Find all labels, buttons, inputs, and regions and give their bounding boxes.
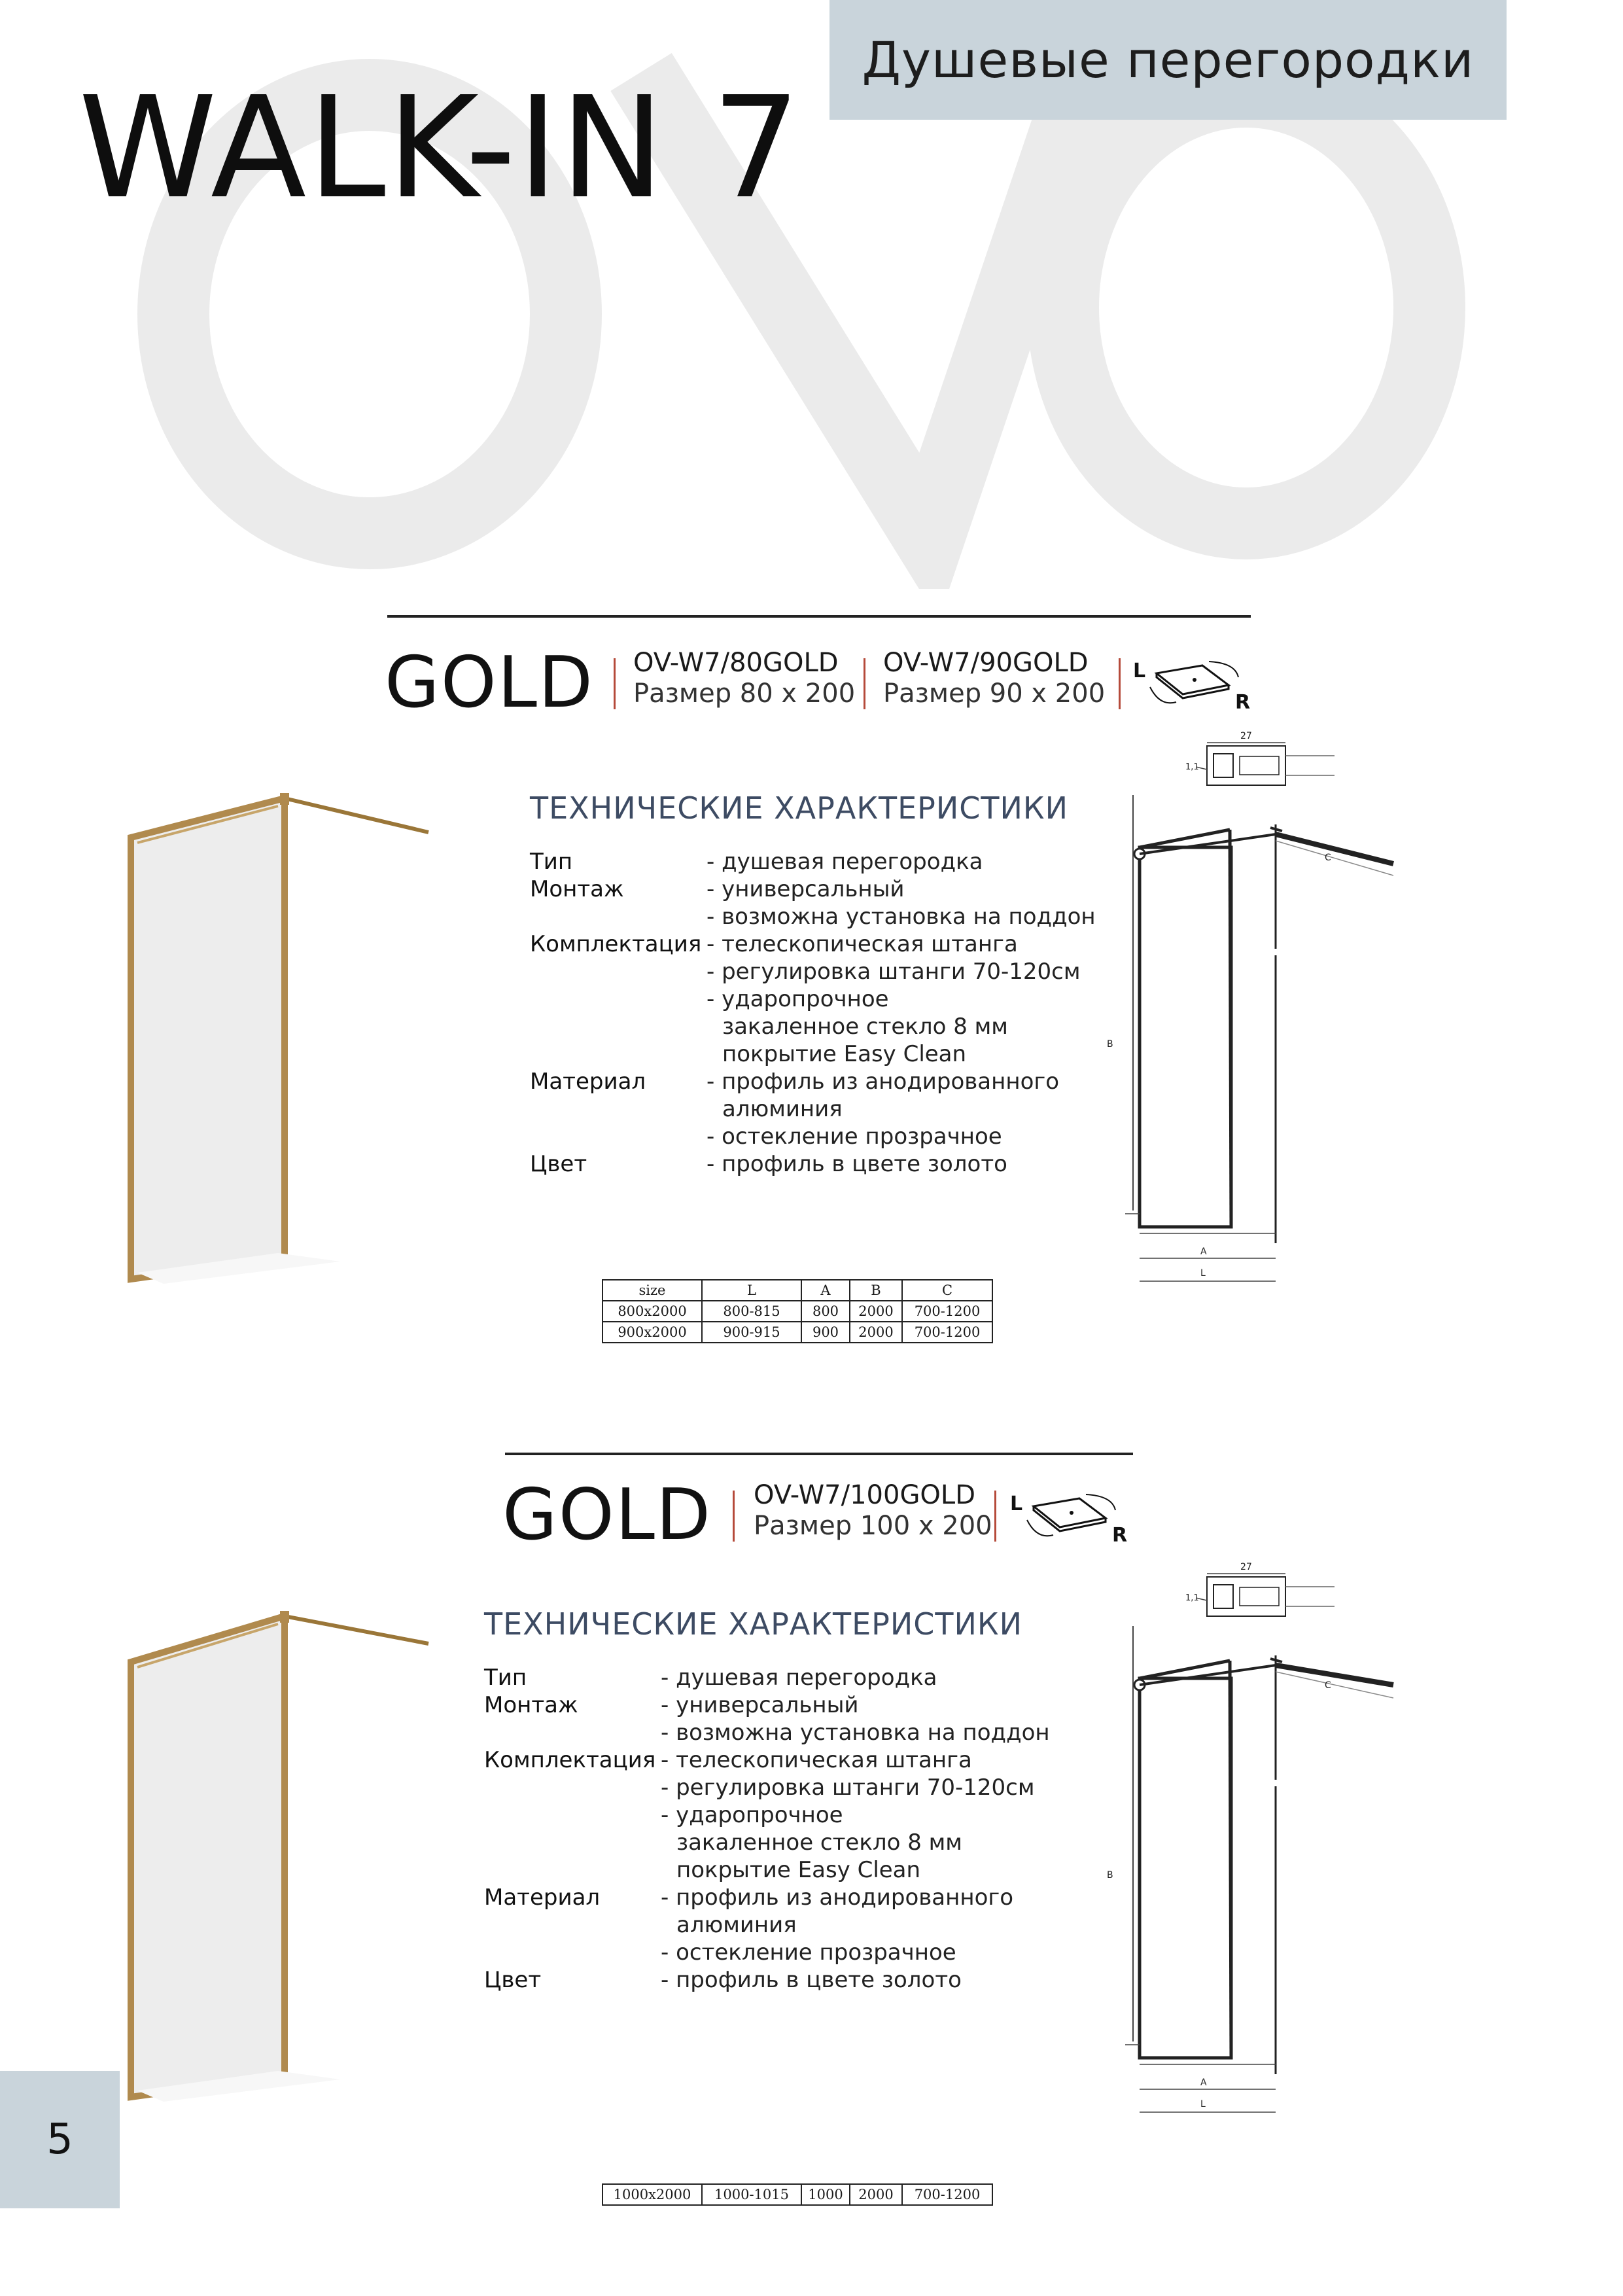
orientation-lr-icon (1130, 651, 1261, 716)
spec-row (484, 1884, 1050, 1911)
table-row (602, 2184, 992, 2205)
table-cell: 800-815 (702, 1301, 801, 1322)
spec-value: - возможна установка на поддон (707, 904, 1096, 930)
model-size: Размер 80 х 200 (633, 679, 856, 709)
spec-value: - универсальный (661, 1692, 859, 1718)
orientation-left-label: L (1010, 1492, 1023, 1515)
table-cell: 1000-1015 (702, 2184, 801, 2205)
section-1-specs (530, 848, 1096, 1178)
table-header-row (602, 1280, 992, 1301)
dim-label: 27 (1240, 1562, 1252, 1572)
spec-key: Цвет (484, 1967, 542, 1993)
section-2-specs (484, 1664, 1050, 1994)
table-header: L (702, 1280, 801, 1301)
spec-value: - профиль из анодированного (707, 1069, 1060, 1095)
table-cell: 1000 (801, 2184, 850, 2205)
spec-value: - остекление прозрачное (707, 1123, 1002, 1150)
spec-row (530, 903, 1096, 930)
section-2-separator (994, 1491, 996, 1542)
section-2-series-title: GOLD (502, 1474, 712, 1556)
spec-key: Монтаж (484, 1692, 578, 1718)
model-size: Размер 90 х 200 (883, 679, 1106, 709)
spec-value: закаленное стекло 8 мм (722, 1014, 1008, 1040)
dim-label: A (1200, 1246, 1207, 1257)
section-1-model-1 (633, 648, 855, 709)
dim-label: L (1200, 1268, 1206, 1279)
dim-label: B (1107, 1870, 1113, 1881)
table-cell: 2000 (850, 2184, 902, 2205)
spec-row (530, 1123, 1096, 1150)
section-1-divider (387, 615, 1251, 618)
spec-row (484, 1719, 1050, 1746)
spec-row (484, 1746, 1050, 1774)
spec-value: - ударопрочное (707, 986, 889, 1012)
dim-label: A (1200, 2077, 1207, 2088)
spec-row (484, 1911, 1050, 1939)
spec-key: Комплектация (530, 931, 702, 957)
table-cell: 900 (801, 1322, 850, 1343)
section-2-size-table (602, 2183, 993, 2206)
dim-label: 27 (1240, 731, 1252, 741)
spec-key: Монтаж (530, 876, 624, 902)
spec-value: - ударопрочное (661, 1802, 843, 1828)
spec-key (530, 1095, 707, 1123)
spec-row (530, 1068, 1096, 1095)
spec-key: Материал (530, 1069, 646, 1095)
spec-value: - остекление прозрачное (661, 1939, 956, 1966)
page-number-box (0, 2071, 120, 2208)
spec-key: Материал (484, 1884, 601, 1911)
orientation-left-label: L (1133, 660, 1146, 682)
category-banner (829, 0, 1507, 120)
model-code: OV-W7/100GOLD (754, 1480, 976, 1510)
dim-label: B (1107, 1039, 1113, 1050)
table-cell: 800 (801, 1301, 850, 1322)
page-number: 5 (46, 2115, 73, 2164)
spec-key: Тип (530, 849, 573, 875)
spec-value: - телескопическая штанга (661, 1747, 972, 1773)
orientation-right-label: R (1235, 691, 1251, 714)
dim-label: 1,1 (1185, 1593, 1199, 1603)
spec-key: Комплектация (484, 1747, 656, 1773)
spec-key (530, 903, 707, 930)
dim-label: L (1200, 2099, 1206, 2110)
orientation-right-label: R (1112, 1524, 1128, 1547)
spec-value: покрытие Easy Clean (722, 1041, 967, 1067)
table-header: size (602, 1280, 702, 1301)
table-header: A (801, 1280, 850, 1301)
spec-row (530, 875, 1096, 903)
spec-value: - регулировка штанги 70-120см (661, 1775, 1035, 1801)
section-1-separator (864, 658, 865, 709)
table-cell: 2000 (850, 1301, 902, 1322)
spec-value: алюминия (722, 1096, 843, 1122)
spec-key (530, 1040, 707, 1068)
spec-key (484, 1911, 661, 1939)
spec-value: - телескопическая штанга (707, 931, 1018, 957)
spec-value: - профиль в цвете золото (661, 1967, 962, 1993)
spec-value: алюминия (676, 1912, 797, 1938)
model-size: Размер 100 х 200 (754, 1511, 992, 1542)
dim-label: C (1325, 853, 1331, 863)
spec-key: Тип (484, 1665, 527, 1691)
spec-value: - универсальный (707, 876, 905, 902)
technical-drawing (1099, 726, 1426, 1296)
spec-row (484, 1829, 1050, 1856)
spec-row (530, 1095, 1096, 1123)
orientation-lr-icon (1007, 1484, 1138, 1549)
spec-row (484, 1856, 1050, 1884)
spec-row (530, 1040, 1096, 1068)
spec-row (530, 958, 1096, 985)
spec-value: - профиль в цвете золото (707, 1151, 1007, 1177)
dim-label: 1,1 (1185, 762, 1199, 772)
table-header: C (902, 1280, 992, 1301)
section-1-specs-title: ТЕХНИЧЕСКИЕ ХАРАКТЕРИСТИКИ (530, 790, 1069, 826)
spec-key (484, 1856, 661, 1884)
section-1-size-table (602, 1279, 993, 1343)
table-cell: 900x2000 (602, 1322, 702, 1343)
page-title: WALK-IN 7 (79, 67, 802, 230)
spec-value: покрытие Easy Clean (676, 1857, 921, 1883)
table-cell: 700-1200 (902, 1301, 992, 1322)
spec-row (484, 1691, 1050, 1719)
table-cell: 700-1200 (902, 2184, 992, 2205)
section-2-specs-title: ТЕХНИЧЕСКИЕ ХАРАКТЕРИСТИКИ (484, 1606, 1023, 1642)
spec-key (484, 1774, 661, 1801)
table-cell: 1000x2000 (602, 2184, 702, 2205)
spec-value: - профиль из анодированного (661, 1884, 1014, 1911)
product-photo (124, 792, 438, 1302)
table-cell: 700-1200 (902, 1322, 992, 1343)
table-header: B (850, 1280, 902, 1301)
section-2-divider (505, 1453, 1133, 1455)
technical-drawing (1099, 1557, 1426, 2133)
spec-value: - душевая перегородка (707, 849, 983, 875)
model-code: OV-W7/90GOLD (883, 648, 1089, 678)
section-2-model-1 (754, 1480, 992, 1542)
spec-value: - регулировка штанги 70-120см (707, 959, 1081, 985)
spec-key (530, 1013, 707, 1040)
spec-key (530, 1123, 707, 1150)
spec-row (484, 1939, 1050, 1966)
section-1-series-title: GOLD (385, 642, 595, 724)
spec-key (484, 1829, 661, 1856)
spec-row (530, 930, 1096, 958)
table-row (602, 1322, 992, 1343)
spec-value: - душевая перегородка (661, 1665, 937, 1691)
table-cell: 2000 (850, 1322, 902, 1343)
spec-row (484, 1774, 1050, 1801)
spec-row (530, 848, 1096, 875)
section-1-separator (1119, 658, 1121, 709)
product-photo (124, 1610, 438, 2120)
model-code: OV-W7/80GOLD (633, 648, 839, 678)
spec-row (530, 1013, 1096, 1040)
spec-row (484, 1966, 1050, 1994)
spec-key (530, 985, 707, 1013)
category-label: Душевые перегородки (862, 31, 1475, 89)
spec-key (484, 1801, 661, 1829)
spec-row (530, 1150, 1096, 1178)
spec-value: - возможна установка на поддон (661, 1720, 1050, 1746)
spec-row (484, 1664, 1050, 1691)
table-row (602, 1301, 992, 1322)
spec-key (530, 958, 707, 985)
spec-value: закаленное стекло 8 мм (676, 1829, 962, 1856)
spec-row (530, 985, 1096, 1013)
table-cell: 800x2000 (602, 1301, 702, 1322)
spec-key: Цвет (530, 1151, 587, 1177)
spec-key (484, 1939, 661, 1966)
section-1-model-2 (883, 648, 1105, 709)
spec-row (484, 1801, 1050, 1829)
section-2-separator (733, 1491, 735, 1542)
spec-key (484, 1719, 661, 1746)
section-1-separator (614, 658, 616, 709)
dim-label: C (1325, 1680, 1331, 1691)
table-cell: 900-915 (702, 1322, 801, 1343)
